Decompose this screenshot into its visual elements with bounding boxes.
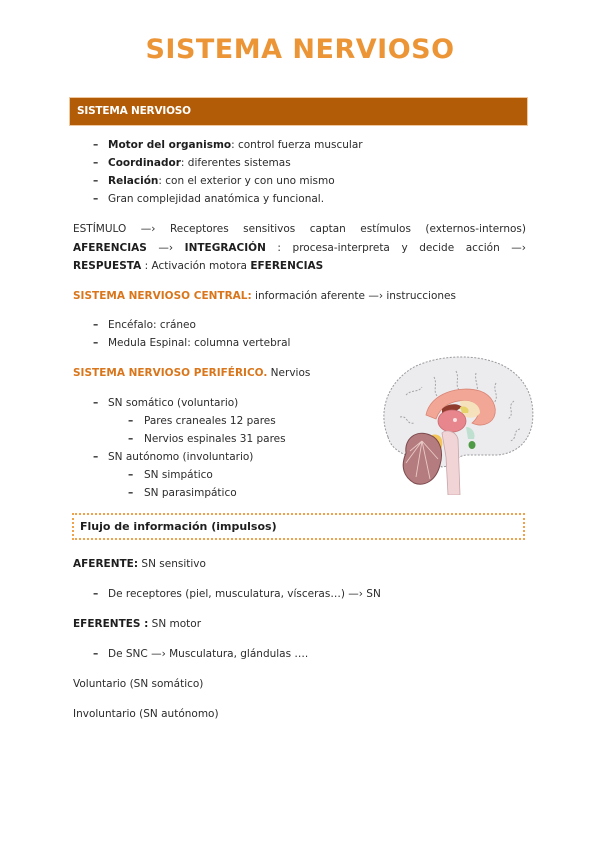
bullet-dash: –: [93, 139, 99, 151]
process-paragraph: ESTÍMULO —› Receptores sensitivos captan estímulos (externos-internos) AFERENCIAS —› INTEGRACIÓN : procesa-interpreta y decide acción —› RESPUESTA : Activación motora EFERENCIAS: [73, 223, 526, 272]
list-item-coordinador: Coordinador: diferentes sistemas: [108, 157, 291, 169]
bullet-dash: –: [93, 319, 99, 331]
aferente-line: AFERENTE: SN sensitivo: [73, 558, 206, 570]
snc-item-medula: Medula Espinal: columna vertebral: [108, 337, 291, 349]
snc-item-encefalo: Encéfalo: cráneo: [108, 319, 196, 331]
bullet-dash: –: [93, 193, 99, 205]
snp-subitem-simpatico: SN simpático: [144, 469, 213, 481]
brain-illustration: [376, 355, 536, 495]
section-header-label: SISTEMA NERVIOSO: [77, 105, 191, 117]
snp-subitem-espinales: Nervios espinales 31 pares: [144, 433, 286, 445]
snp-subitem-craneales: Pares craneales 12 pares: [144, 415, 276, 427]
snp-heading-line: SISTEMA NERVIOSO PERIFÉRICO. Nervios: [73, 367, 311, 379]
bullet-dash: –: [93, 175, 99, 187]
bullet-dash: –: [93, 451, 99, 463]
list-item-relacion: Relación: con el exterior y con uno mismo: [108, 175, 335, 187]
bullet-dash: –: [93, 157, 99, 169]
snp-item-autonomo: SN autónomo (involuntario): [108, 451, 254, 463]
voluntario-line: Voluntario (SN somático): [73, 678, 204, 690]
bullet-dash: –: [128, 415, 134, 427]
document-title: SISTEMA NERVIOSO: [145, 34, 455, 65]
flow-heading-box: [72, 513, 525, 540]
bullet-dash: –: [128, 433, 134, 445]
snc-heading-line: SISTEMA NERVIOSO CENTRAL: información aferente —› instrucciones: [73, 290, 456, 302]
bullet-dash: –: [93, 588, 99, 600]
eferentes-line: EFERENTES : SN motor: [73, 618, 202, 630]
bullet-dash: –: [128, 469, 134, 481]
eferentes-item: De SNC —› Musculatura, glándulas ….: [108, 648, 309, 660]
section-header-bar: [70, 98, 527, 125]
snp-subitem-parasimpatico: SN parasimpático: [144, 487, 237, 499]
snp-item-somatico: SN somático (voluntario): [108, 397, 239, 409]
aferente-item: De receptores (piel, musculatura, vísceras…) —› SN: [108, 588, 381, 600]
bullet-dash: –: [93, 648, 99, 660]
list-item-complejidad: Gran complejidad anatómica y funcional.: [108, 193, 325, 205]
bullet-dash: –: [128, 487, 134, 499]
involuntario-line: Involuntario (SN autónomo): [73, 708, 219, 720]
bullet-dash: –: [93, 337, 99, 349]
bullet-dash: –: [93, 397, 99, 409]
list-item-motor: Motor del organismo: control fuerza muscular: [108, 139, 363, 151]
flow-heading: Flujo de información (impulsos): [80, 520, 277, 533]
